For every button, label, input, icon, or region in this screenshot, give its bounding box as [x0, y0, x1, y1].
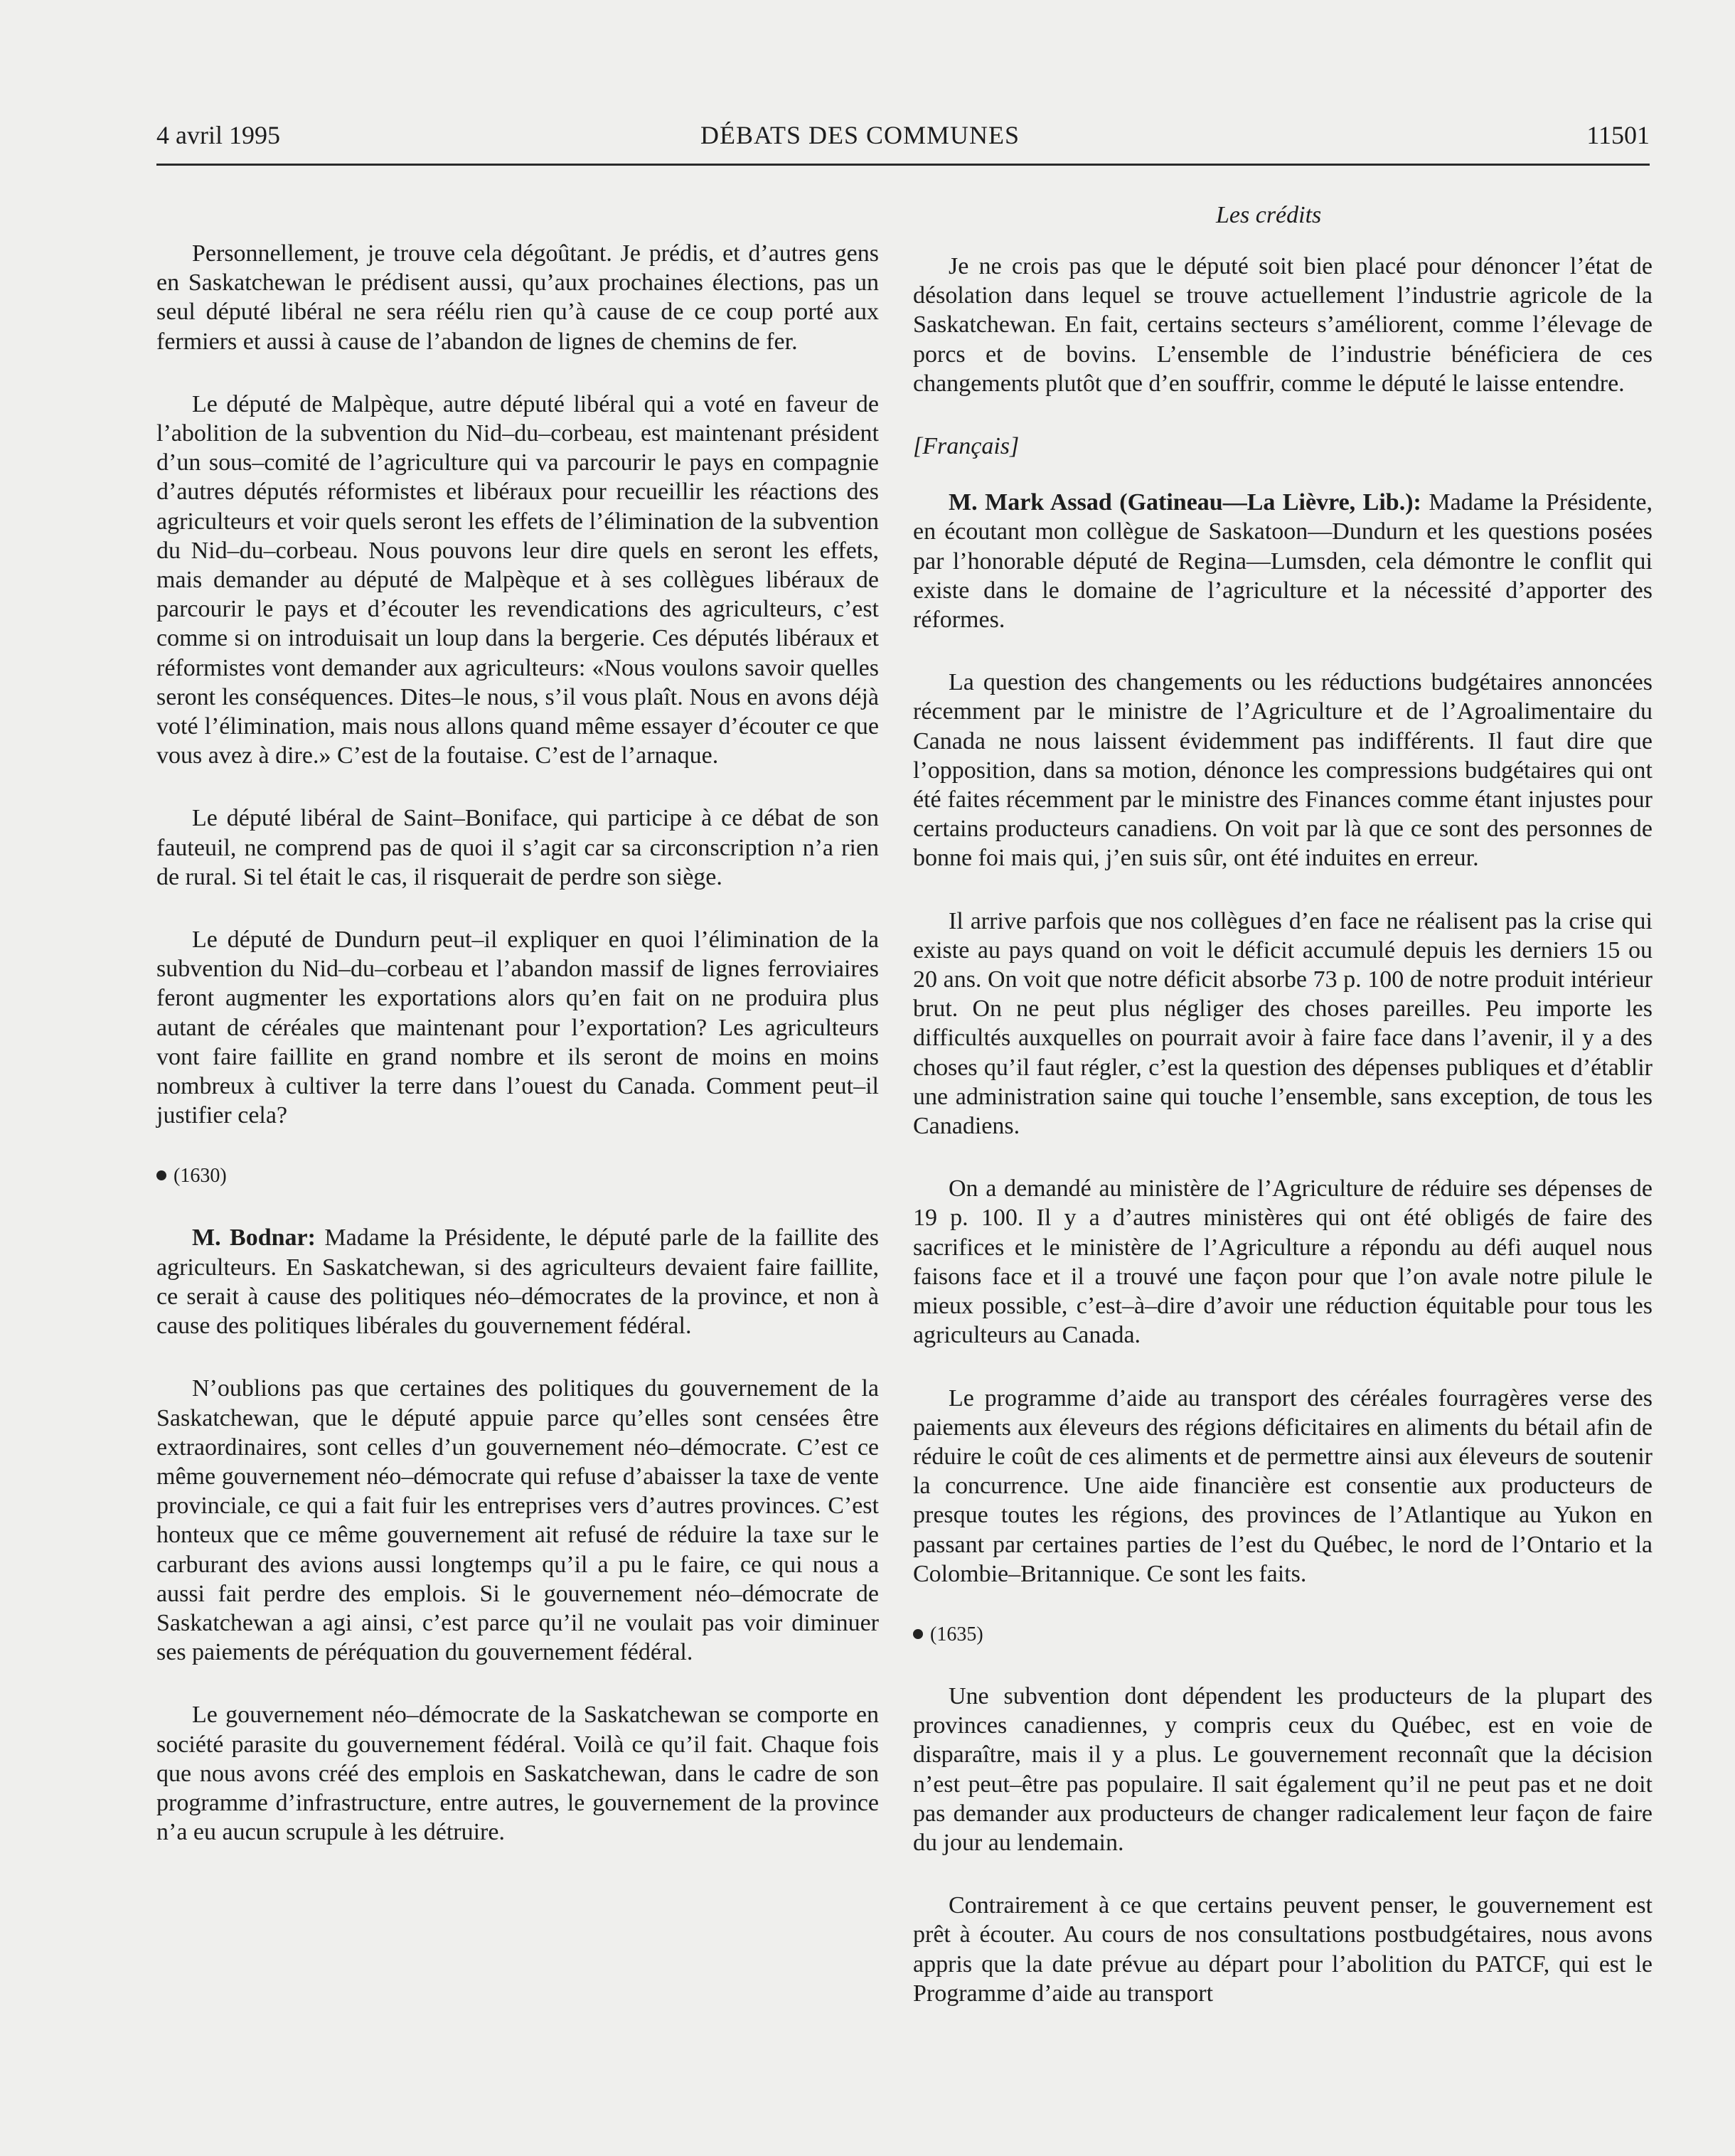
paragraph	[913, 488, 1653, 634]
header-title: DÉBATS DES COMMUNES	[700, 121, 1020, 149]
speaker-name: M. Mark Assad (Gatineau—La Lièvre, Lib.):	[949, 489, 1421, 516]
bullet-icon	[913, 1629, 923, 1639]
time-marker-text: (1635)	[930, 1623, 983, 1645]
time-marker	[913, 1622, 1653, 1648]
paragraph: Il arrive parfois que nos collègues d’en face ne réalisent pas la crise qui existe au pays quand on voit le déficit accumulé depuis les derniers 15 ou 20 ans. On voit que notre déficit absorbe 73 p. 100 de notre produit intérieur brut. On ne peut plus négliger des choses pareilles. Peu importe les difficultés auxquelles on pourrait avoir à faire face dans l’avenir, il y a des choses qu’il faut régler, c’est la question des dépenses publiques et d’établir une administration saine qui touche l’ensemble, sans exception, de tous les Canadiens.	[913, 907, 1653, 1140]
paragraph: Le député de Malpèque, autre député libéral qui a voté en faveur de l’abolition de la subvention du Nid–du–corbeau, est maintenant président d’un sous–comité de l’agriculture qui va parcourir le pays en compagnie d’autres députés réformistes et libéraux pour recueillir les réactions des agriculteurs et voir quels seront les effets de l’élimination de la subvention du Nid–du–corbeau. Nous pouvons leur dire quels en seront les effets, mais demander au député de Malpèque et à ses collègues libéraux de parcourir le pays et d’écouter les revendications des agriculteurs, c’est comme si on introduisait un loup dans la bergerie. Ces députés libéraux et réformistes vont demander aux agriculteurs: «Nous voulons savoir quelles seront les conséquences. Dites–le nous, s’il vous plaît. Nous en avons déjà voté l’élimination, mais nous allons quand même essayer d’écouter ce que vous avez à dire.» C’est de la foutaise. C’est de l’arnaque.	[156, 390, 879, 769]
paragraph: Je ne crois pas que le député soit bien placé pour dénoncer l’état de désolation dans lequel se trouve actuellement l’industrie agricole de la Saskatchewan. En fait, certains secteurs s’améliorent, comme l’élevage de porcs et de bovins. L’ensemble de l’industrie bénéficiera de ces changements plutôt que d’en souffrir, comme le député le laisse entendre.	[913, 253, 1653, 397]
time-marker	[156, 1163, 879, 1189]
left-column	[156, 239, 879, 1880]
speaker-name: M. Bodnar:	[192, 1224, 316, 1252]
bullet-icon	[156, 1170, 166, 1180]
right-column	[913, 252, 1653, 2042]
paragraph: Le député libéral de Saint–Boniface, qui participe à ce débat de son fauteuil, ne comprend pas de quoi il s’agit car sa circonscription n’a rien de rural. Si tel était le cas, il risquerait de perdre son siège.	[156, 805, 879, 890]
paragraph: Une subvention dont dépendent les producteurs de la plupart des provinces canadiennes, y compris ceux du Québec, est en voie de disparaître, mais il y a plus. Le gouvernement reconnaît que la décision n’est peut–être pas populaire. Il sait également qu’il ne peut pas et ne doit pas demander aux producteurs de changer radicalement leur façon de faire du jour au lendemain.	[913, 1682, 1653, 1856]
paragraph: Le programme d’aide au transport des céréales fourragères verse des paiements aux éleveurs des régions déficitaires en aliments du bétail afin de réduire le coût de ces aliments et de permettre ainsi aux éleveurs de soutenir la concurrence. Une aide financière est consentie aux producteurs de presque toutes les régions, des provinces de l’Atlantique au Yukon en passant par certaines parties de l’est du Québec, le nord de l’Ontario et la Colombie–Britannique. Ce sont les faits.	[913, 1384, 1653, 1587]
paragraph: Le député de Dundurn peut–il expliquer en quoi l’élimination de la subvention du Nid–du–corbeau et l’abandon massif de lignes ferroviaires feront augmenter les exportations alors qu’en fait on ne produira plus autant de céréales que maintenant pour l’exportation? Les agriculteurs vont faire faillite en grand nombre et ils seront de moins en moins nombreux à cultiver la terre dans l’ouest du Canada. Comment peut–il justifier cela?	[156, 927, 879, 1129]
header-page-number: 11501	[1586, 121, 1650, 149]
paragraph: Le gouvernement néo–démocrate de la Saskatchewan se comporte en société parasite du gouvernement fédéral. Voilà ce qu’il fait. Chaque fois que nous avons créé des emplois en Saskatchewan, dans le cadre de son programme d’infrastructure, entre autres, le gouvernement de la province n’a eu aucun scrupule à les détruire.	[156, 1702, 879, 1846]
running-head: Les crédits	[1216, 202, 1322, 228]
time-marker-text: (1630)	[174, 1165, 227, 1188]
paragraph: On a demandé au ministère de l’Agriculture de réduire ses dépenses de 19 p. 100. Il y a d’autres ministères qui ont été obligés de faire des sacrifices et le ministère de l’Agriculture a répondu au défi auquel nous faisons face et il a trouvé une façon pour que l’on avale notre pilule le mieux possible, c’est–à–dire d’avoir une réduction équitable pour tous les agriculteurs au Canada.	[913, 1175, 1653, 1349]
paragraph: Personnellement, je trouve cela dégoûtant. Je prédis, et d’autres gens en Saskatchewan le prédisent aussi, qu’aux prochaines élections, pas un seul député libéral ne sera réélu rien qu’à cause de ce coup porté aux fermiers et aussi à cause de l’abandon de lignes de chemins de fer.	[156, 240, 879, 355]
paragraph: N’oublions pas que certaines des politiques du gouvernement de la Saskatchewan, que le député appuie parce qu’elles sont censées être extraordinaires, sont celles d’un gouvernement néo–démocrate. C’est ce même gouvernement néo–démocrate qui refuse d’abaisser la taxe de vente provinciale, ce qui a fait fuir les entreprises vers d’autres provinces. C’est honteux que ce même gouvernement ait refusé de réduire la taxe sur le carburant des avions aussi longtemps qu’il a pu le faire, ce qui nous a aussi fait perdre des emplois. Si le gouvernement néo–démocrate de Saskatchewan a agi ainsi, c’est parce qu’il ne voulait pas voir diminuer ses paiements de péréquation du gouvernement fédéral.	[156, 1375, 879, 1666]
header-date: 4 avril 1995	[156, 121, 280, 149]
speech-text: Madame la Présidente, en écoutant mon collègue de Saskatoon—Dundurn et les questions posées par l’honorable député de Regina—Lumsden, cela démontre le conflit qui existe dans le domaine de l’agriculture et la nécessité d’apporter des réformes.	[913, 489, 1653, 634]
header-rule	[156, 164, 1650, 166]
speech-text: Madame la Présidente, le député parle de la faillite des agriculteurs. En Saskatchewan, si des agriculteurs devaient faire faillite, ce serait à cause des politiques néo–démocrates de la province, et non à cause des politiques libérales du gouvernement fédéral.	[156, 1224, 880, 1340]
paragraph: Contrairement à ce que certains peuvent penser, le gouvernement est prêt à écouter. Au cours de nos consultations postbudgétaires, nous avons appris que la date prévue au départ pour l’abolition du PATCF, qui est le Programme d’aide au transport	[913, 1892, 1653, 2007]
language-tag: [Français]	[913, 433, 1020, 460]
paragraph	[156, 1223, 879, 1340]
paragraph: La question des changements ou les réductions budgétaires annoncées récemment par le ministre de l’Agriculture et de l’Agroalimentaire du Canada ne nous laissent évidemment pas indifférents. Il faut dire que l’opposition, dans sa motion, dénonce les compressions budgétaires qui ont été faites récemment par le ministre des Finances comme étant injustes pour certains producteurs canadiens. On voit par là que ce sont des personnes de bonne foi mais qui, j’en suis sûr, ont été induites en erreur.	[913, 669, 1653, 872]
